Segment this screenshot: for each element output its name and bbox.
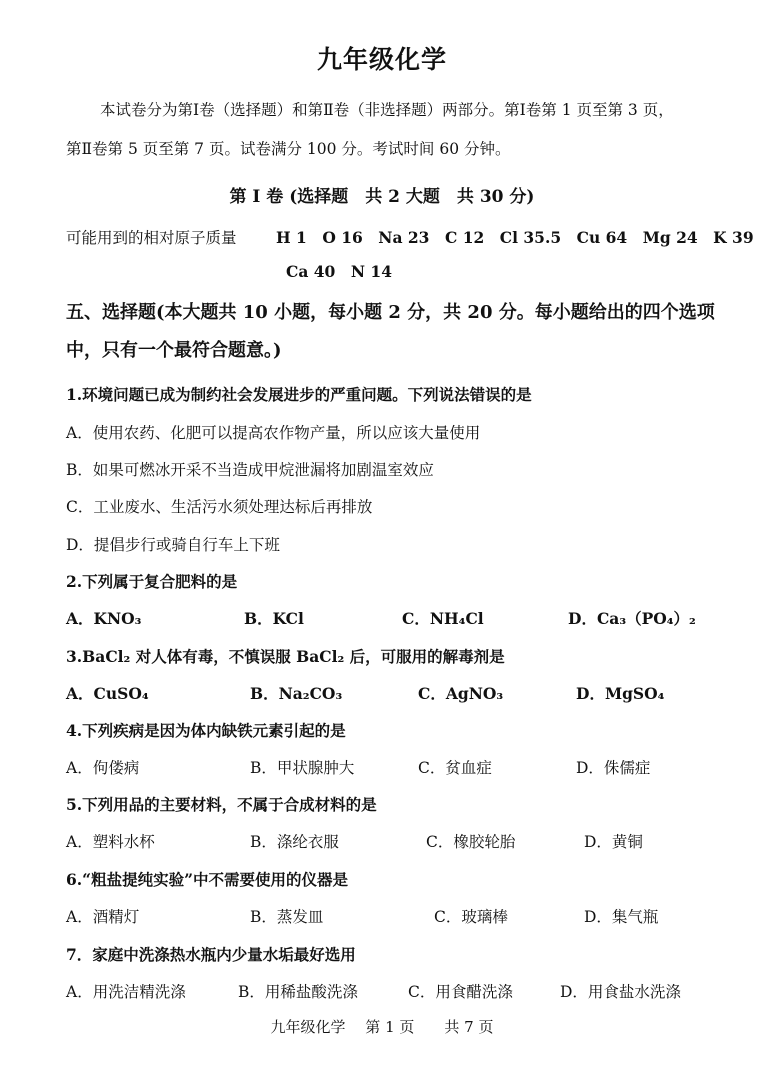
intro-line-2: 第Ⅱ卷第 5 页至第 7 页。试卷满分 100 分。考试时间 60 分钟。 bbox=[66, 140, 511, 158]
question-stem: 5.下列用品的主要材料，不属于合成材料的是 bbox=[66, 795, 377, 814]
option-d: D．集气瓶 bbox=[584, 908, 659, 926]
option-a: A．酒精灯 bbox=[66, 908, 140, 926]
option-d: D．侏儒症 bbox=[576, 759, 651, 777]
atomic-mass-line-1: H 1 O 16 Na 23 C 12 Cl 35.5 Cu 64 Mg 24 K 39 bbox=[276, 228, 754, 247]
option-b: B．Na₂CO₃ bbox=[250, 684, 343, 703]
atomic-mass-label: 可能用到的相对原子质量 bbox=[66, 229, 237, 247]
option-c: C．贫血症 bbox=[418, 759, 492, 777]
option-d: D．MgSO₄ bbox=[576, 684, 665, 703]
option-a: A．CuSO₄ bbox=[66, 684, 149, 703]
page-title: 九年级化学 bbox=[316, 45, 447, 74]
option-a: A．塑料水杯 bbox=[66, 833, 155, 851]
option-c: C．橡胶轮胎 bbox=[426, 833, 516, 851]
option-c: C．AgNO₃ bbox=[418, 684, 504, 703]
question-stem: 7．家庭中洗涤热水瓶内少量水垢最好选用 bbox=[66, 945, 356, 964]
option-b: B．如果可燃冰开采不当造成甲烷泄漏将加剧温室效应 bbox=[66, 461, 434, 479]
option-d: D．用食盐水洗涤 bbox=[560, 983, 681, 1001]
section-heading: 第 Ⅰ 卷 (选择题 共 2 大题 共 30 分) bbox=[229, 187, 535, 207]
option-b: B．涤纶衣服 bbox=[250, 833, 339, 851]
question-stem: 6.“粗盐提纯实验”中不需要使用的仪器是 bbox=[66, 870, 349, 889]
option-a: A．用洗洁精洗涤 bbox=[66, 983, 186, 1001]
question-stem: 3.BaCl₂ 对人体有毒，不慎误服 BaCl₂ 后，可服用的解毒剂是 bbox=[66, 647, 505, 666]
page-footer: 九年级化学 第 1 页 共 7 页 bbox=[270, 1018, 494, 1036]
intro-line-1: 本试卷分为第Ⅰ卷（选择题）和第Ⅱ卷（非选择题）两部分。第Ⅰ卷第 1 页至第 3 页， bbox=[100, 101, 674, 119]
option-b: B．用稀盐酸洗涤 bbox=[238, 983, 358, 1001]
question-stem: 4.下列疾病是因为体内缺铁元素引起的是 bbox=[66, 721, 346, 740]
option-d: D．Ca₃（PO₄）₂ bbox=[568, 609, 696, 628]
option-b: B．KCl bbox=[244, 609, 304, 628]
option-d: D．黄铜 bbox=[584, 833, 643, 851]
option-c: C．工业废水、生活污水须处理达标后再排放 bbox=[66, 498, 373, 516]
part-five-line-1: 五、选择题(本大题共 10 小题，每小题 2 分，共 20 分。每小题给出的四个选项 bbox=[66, 302, 715, 323]
question-stem: 1.环境问题已成为制约社会发展进步的严重问题。下列说法错误的是 bbox=[66, 385, 532, 404]
option-c: C．用食醋洗涤 bbox=[408, 983, 513, 1001]
option-c: C．玻璃棒 bbox=[434, 908, 508, 926]
question-stem: 2.下列属于复合肥料的是 bbox=[66, 572, 238, 591]
part-five-line-2: 中，只有一个最符合题意。) bbox=[66, 340, 282, 361]
option-d: D．提倡步行或骑自行车上下班 bbox=[66, 536, 280, 554]
option-b: B．蒸发皿 bbox=[250, 908, 324, 926]
option-a: A．KNO₃ bbox=[66, 609, 142, 628]
option-a: A．使用农药、化肥可以提高农作物产量，所以应该大量使用 bbox=[66, 424, 481, 442]
atomic-mass-line-2: Ca 40 N 14 bbox=[286, 262, 392, 281]
option-a: A．佝偻病 bbox=[66, 759, 140, 777]
option-c: C．NH₄Cl bbox=[402, 609, 484, 628]
option-b: B．甲状腺肿大 bbox=[250, 759, 355, 777]
